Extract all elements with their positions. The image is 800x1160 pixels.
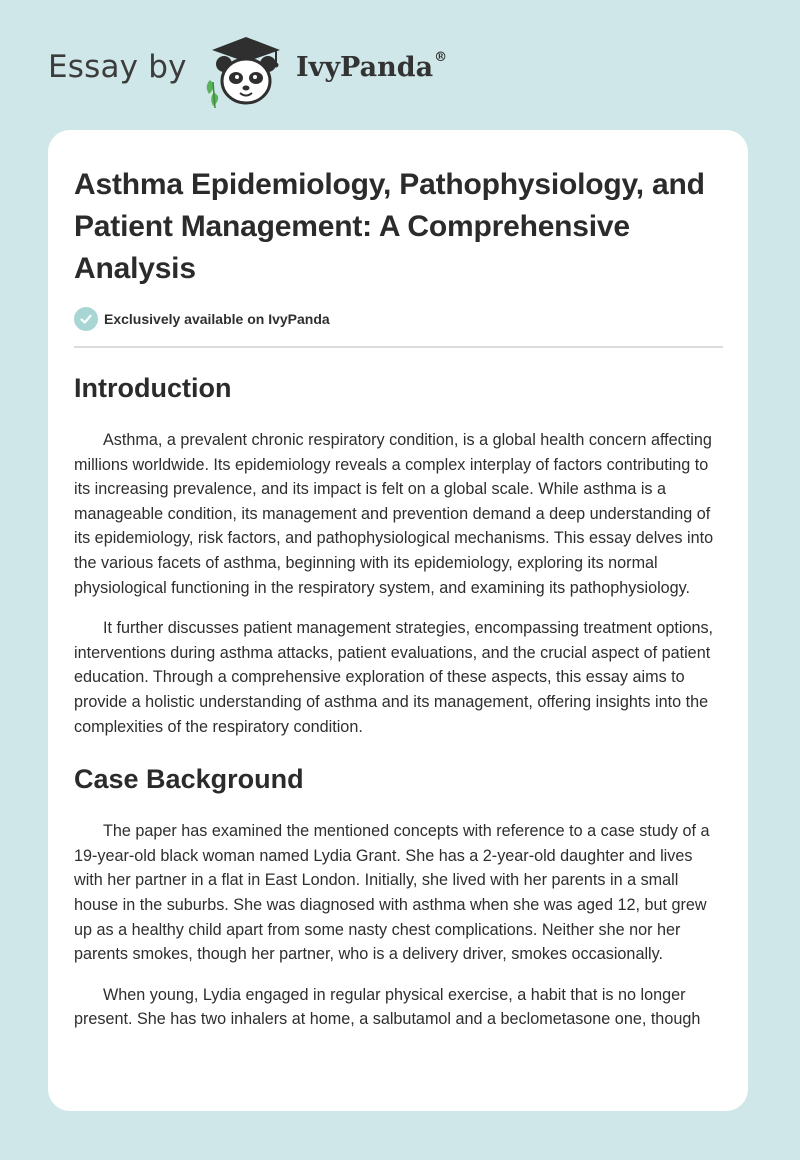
paragraph: It further discusses patient management strategies, encompassing treatment options, interventions during asthma attacks, patient evaluations, and the crucial aspect of patient education. Through a comprehensive exploration of these aspects, this essay aims to provide a holistic understanding of asthma and its management, offering insights into the complexities of the respiratory condition. xyxy=(74,619,714,736)
registered-mark: ® xyxy=(434,50,448,65)
essay-by-label: Essay by xyxy=(48,49,187,85)
check-icon xyxy=(74,307,98,331)
panda-graduation-cap-icon xyxy=(200,34,292,110)
brand-text: IvyPanda xyxy=(296,52,434,83)
exclusive-badge xyxy=(74,307,723,331)
exclusive-label: Exclusively available on IvyPanda xyxy=(104,311,330,327)
paragraph: The paper has examined the mentioned concepts with reference to a case study of a 19-year-old black woman named Lydia Grant. She has a 2-year-old daughter and lives with her partner in a flat in East London. Initially, she lived with her parents in a small house in the suburbs. She was diagnosed with asthma when she was aged 12, but grew up as a healthy child apart from some nasty chest complications. Neither she nor her parents smokes, though her partner, who is a delivery driver, smokes occasionally. xyxy=(74,822,710,964)
paragraph: When young, Lydia engaged in regular physical exercise, a habit that is no longer present. She has two inhalers at home, a salbutamol and a beclometasone one, though xyxy=(74,985,701,1029)
brand-name xyxy=(296,52,447,83)
essay-card xyxy=(48,130,748,1111)
essay-content xyxy=(74,164,723,1032)
section-heading-case-background: Case Background xyxy=(74,764,304,795)
section-heading-introduction: Introduction xyxy=(74,373,232,403)
essay-title: Asthma Epidemiology, Pathophysiology, and Patient Management: A Comprehensive Analysis xyxy=(74,168,705,285)
title-divider xyxy=(74,346,723,348)
paragraph: Asthma, a prevalent chronic respiratory condition, is a global health concern affecting millions worldwide. Its epidemiology reveals a complex interplay of factors contributing to its increasing prevalence, and its impact is felt on a global scale. While asthma is a manageable condition, its management and prevention demand a deep understanding of its epidemiology, risk factors, and pathophysiological mechanisms. This essay delves into the various facets of asthma, beginning with its epidemiology, exploring its normal physiological functioning in the respiratory system, and examining its pathophysiology. xyxy=(74,431,714,597)
site-header xyxy=(0,0,800,130)
